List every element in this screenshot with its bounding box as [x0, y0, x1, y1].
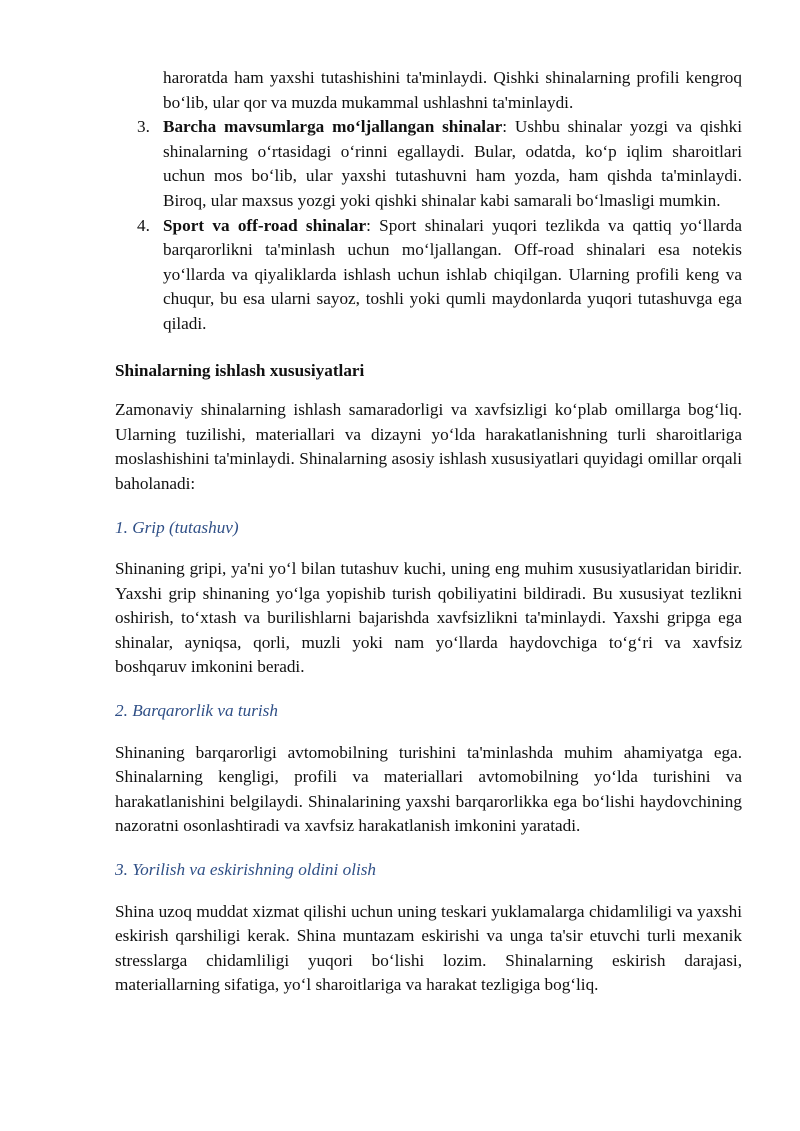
section-intro-paragraph: Zamonaviy shinalarning ishlash samaradorligi va xavfsizligi ko‘plab omillarga bog‘liq. Ularning tuzilishi, materiallari va dizayni yo‘lda harakatlanishning turli sharoitlariga moslashishini ta'minlaydi. Shinalarning asosiy ishlash xususiyatlari quyidagi omillar orqali baholanadi:	[115, 400, 742, 493]
document-page	[115, 66, 742, 998]
section-heading: Shinalarning ishlash xususiyatlari	[115, 360, 365, 380]
list-item-title: Barcha mavsumlarga mo‘ljallangan shinalar	[163, 117, 503, 137]
subsection-paragraph-stability: Shinaning barqarorligi avtomobilning turishini ta'minlashda muhim ahamiyatga ega. Shinalarning kengligi, profili va materiallari avtomobilning yo‘lda turishini va harakatlanishini belgilaydi. Shinalarining yaxshi barqarorlikka ega bo‘lishi haydovchining nazoratni osonlashtiradi va xavfsiz harakatlanish imkonini yaratadi.	[115, 742, 742, 836]
subsection-paragraph-grip: Shinaning gripi, ya'ni yo‘l bilan tutashuv kuchi, uning eng muhim xususiyatlaridan biridir. Yaxshi grip shinaning yo‘lga yopishib turish qobiliyatini bildiradi. Bu xususiyat tezlikni oshirish, to‘xtash va burilishlarni bajarishda xavfsizlikni ta'minlaydi. Yaxshi gripga ega shinalar, ayniqsa, qorli, muzli yoki nam yo‘llarda haydovchiga to‘g‘ri va xavfsiz boshqaruv imkonini beradi.	[115, 559, 742, 677]
intro-continuation: haroratda ham yaxshi tutashishini ta'minlaydi. Qishki shinalarning profili kengroq bo‘lib, ular qor va muzda mukammal ushlashni ta'minlaydi.	[163, 68, 742, 112]
list-item-text: : Ushbu shinalar yozgi va qishki shinalarning o‘rtasidagi o‘rinni egallaydi. Bular, odatda, ko‘p iqlim sharoitlari uchun mos bo‘lib, ular yaxshi tutashuvni ham yozda, ham qishda ta'minlaydi. Biroq, ular maxsus yozgi yoki qishki shinalar kabi samarali bo‘lmasligi mumkin.	[163, 117, 742, 210]
list-item-number: 4.	[137, 215, 150, 235]
list-item-title: Sport va off-road shinalar	[163, 215, 367, 235]
tire-type-list	[115, 115, 742, 336]
subsection-heading-grip: 1. Grip (tutashuv)	[115, 517, 239, 537]
list-item	[137, 214, 742, 337]
list-item-text: : Sport shinalari yuqori tezlikda va qattiq yo‘llarda barqarorlikni ta'minlash uchun mo‘ljallangan. Off-road shinalari esa notekis yo‘llarda va qiyaliklarda ishlash uchun ishlab chiqilgan. Ularning profili keng va chuqur, bu esa ularni sayoz, toshli yoki qumli maydonlarda yuqori tutashuvga ega qiladi.	[163, 215, 742, 333]
subsection-heading-stability: 2. Barqarorlik va turish	[115, 701, 278, 721]
subsection-heading-wear: 3. Yorilish va eskirishning oldini olish	[115, 860, 377, 880]
subsection-paragraph-wear: Shina uzoq muddat xizmat qilishi uchun uning teskari yuklamalarga chidamliligi va yaxshi eskirish qarshiligi kerak. Shina muntazam eskirishi va unga ta'sir etuvchi turli mexanik stresslarga chidamliligi yuqori bo‘lishi lozim. Shinalarning eskirish darajasi, materiallarning sifatiga, yo‘l sharoitlariga va harakat tezligiga bog‘liq.	[115, 901, 742, 995]
list-item	[137, 115, 742, 213]
list-item-number: 3.	[137, 117, 150, 137]
